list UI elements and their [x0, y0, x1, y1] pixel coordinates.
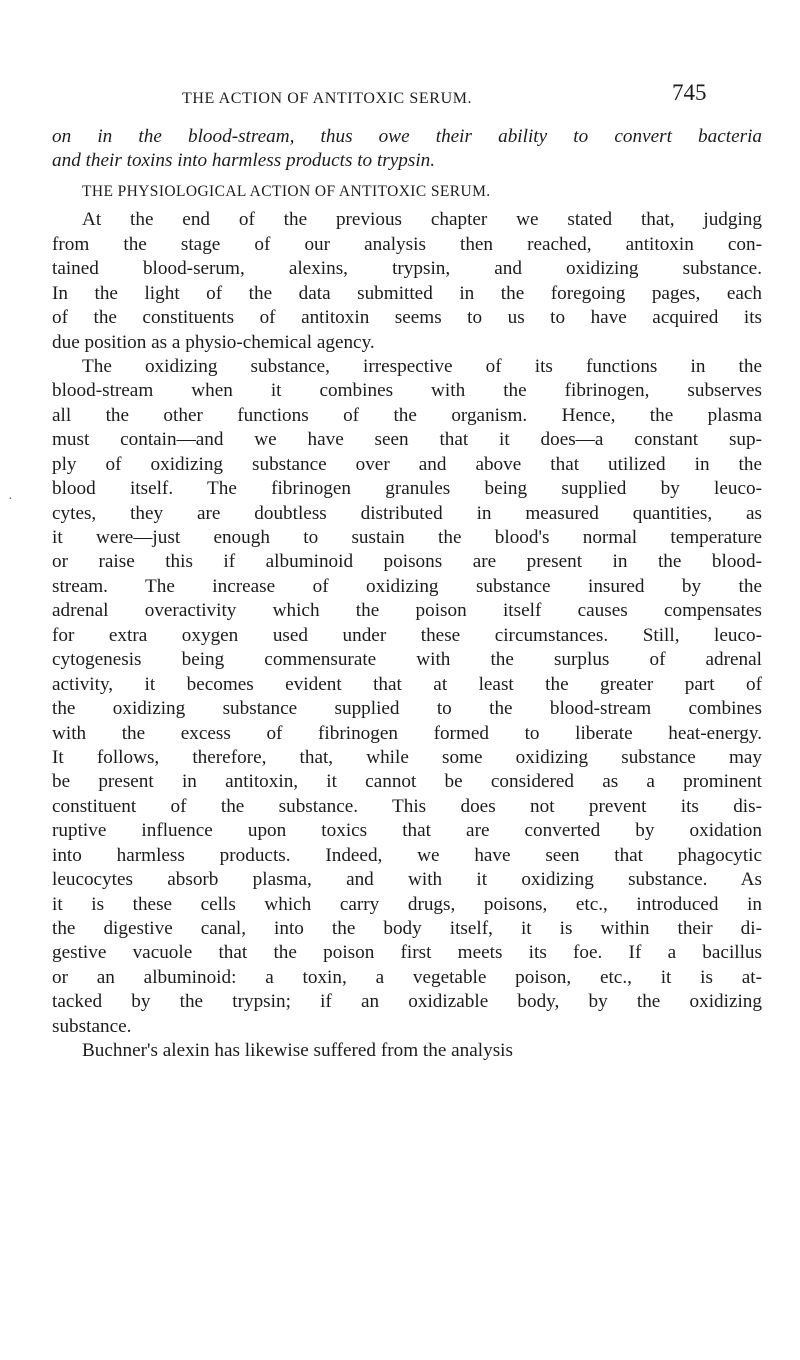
text-line: it is these cells which carry drugs, poisons, etc., introduced in	[52, 893, 762, 915]
text-line: ply of oxidizing substance over and above that utilized in the	[52, 453, 762, 475]
text-line: blood itself. The fibrinogen granules being supplied by leuco-	[52, 478, 762, 500]
text-line: It follows, therefore, that, while some oxidizing substance may	[52, 746, 762, 768]
text-line: on in the blood-stream, thus owe their ability to convert bacteria	[52, 126, 762, 147]
text-line: or an albuminoid: a toxin, a vegetable poison, etc., it is at-	[52, 966, 762, 988]
running-head: THE ACTION OF ANTITOXIC SERUM.	[182, 90, 473, 107]
section-heading: THE PHYSIOLOGICAL ACTION OF ANTITOXIC SERUM.	[82, 182, 491, 200]
text-line: must contain—and we have seen that it does—a constant sup-	[52, 429, 762, 451]
text-line: with the excess of fibrinogen formed to liberate heat-energy.	[52, 722, 762, 744]
text-line: blood-stream when it combines with the fibrinogen, subserves	[52, 380, 762, 402]
text-line: the oxidizing substance supplied to the blood-stream combines	[52, 698, 762, 720]
text-line: The oxidizing substance, irrespective of its functions in the	[82, 355, 762, 377]
text-line: of the constituents of antitoxin seems to us to have acquired its	[52, 307, 762, 329]
text-line: tacked by the trypsin; if an oxidizable body, by the oxidizing	[52, 991, 762, 1013]
text-line: ruptive influence upon toxics that are converted by oxidation	[52, 820, 762, 842]
text-line: leucocytes absorb plasma, and with it oxidizing substance. As	[52, 869, 762, 891]
text-line: activity, it becomes evident that at least the greater part of	[52, 673, 762, 695]
text-line: adrenal overactivity which the poison itself causes compensates	[52, 600, 762, 622]
text-line: or raise this if albuminoid poisons are present in the blood-	[52, 551, 762, 573]
text-line: tained blood-serum, alexins, trypsin, and oxidizing substance.	[52, 258, 762, 280]
text-line: into harmless products. Indeed, we have seen that phagocytic	[52, 844, 762, 866]
text-line: stream. The increase of oxidizing substance insured by the	[52, 575, 762, 597]
text-line: the digestive canal, into the body itself, it is within their di-	[52, 918, 762, 939]
text-line: Buchner's alexin has likewise suffered from the analysis	[82, 1040, 513, 1062]
margin-dot: ·	[8, 492, 13, 507]
text-line: cytogenesis being commensurate with the surplus of adrenal	[52, 649, 762, 671]
body-text	[52, 125, 762, 1064]
text-line: constituent of the substance. This does not prevent its dis-	[52, 795, 762, 817]
text-line: it were—just enough to sustain the blood's normal temperature	[52, 527, 762, 548]
text-line: and their toxins into harmless products to trypsin.	[52, 150, 436, 172]
text-line: gestive vacuole that the poison first meets its foe. If a bacillus	[52, 942, 762, 964]
text-line: substance.	[52, 1015, 132, 1037]
text-line: due position as a physio-chemical agency.	[52, 331, 375, 353]
text-line: all the other functions of the organism. Hence, the plasma	[52, 404, 762, 426]
text-line: for extra oxygen used under these circumstances. Still, leuco-	[52, 624, 762, 646]
text-line: be present in antitoxin, it cannot be considered as a prominent	[52, 771, 762, 793]
text-line: At the end of the previous chapter we stated that, judging	[82, 209, 762, 231]
text-line: In the light of the data submitted in the foregoing pages, each	[52, 282, 762, 304]
text-line: cytes, they are doubtless distributed in measured quantities, as	[52, 502, 762, 524]
page-number: 745	[672, 80, 707, 105]
text-line: from the stage of our analysis then reached, antitoxin con-	[52, 233, 762, 255]
